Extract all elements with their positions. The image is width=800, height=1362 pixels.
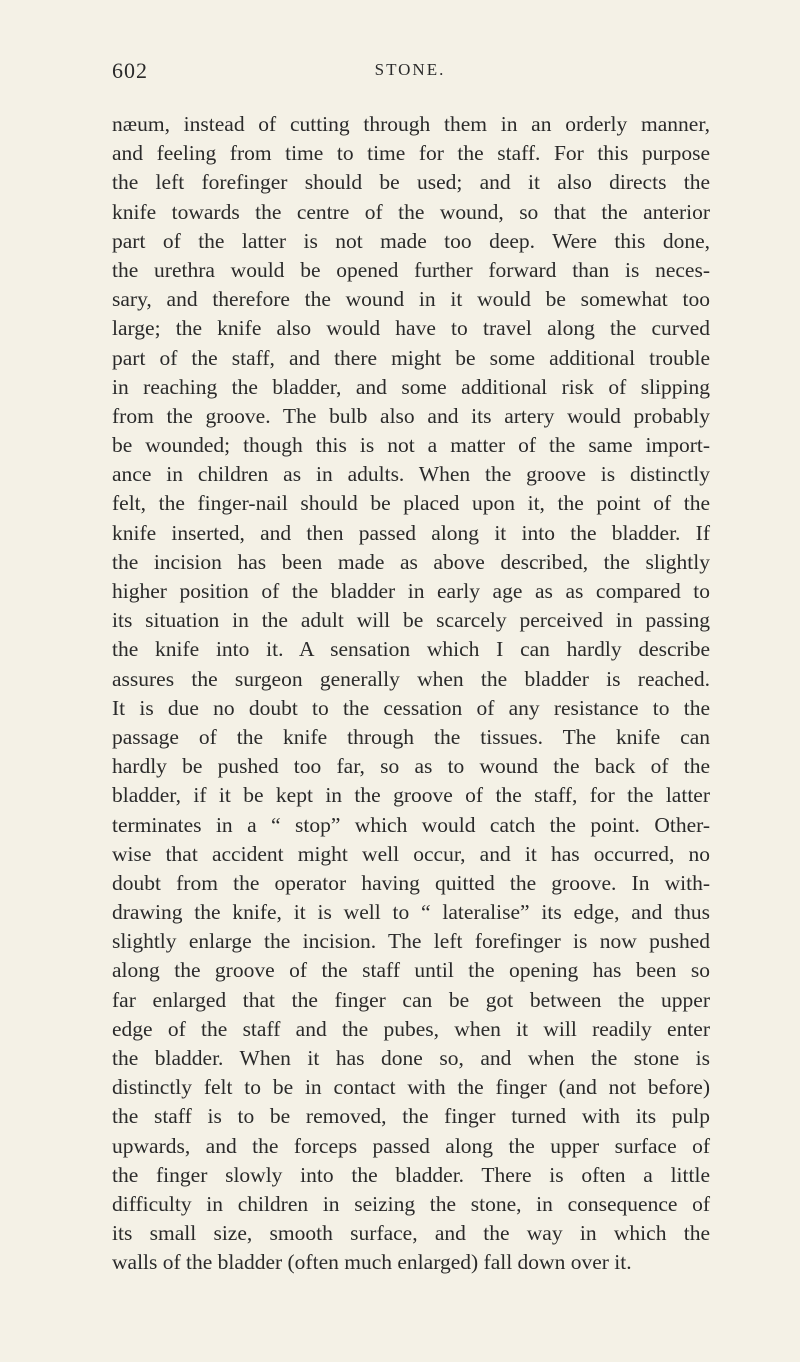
- text-line: passage of the knife through the tissues. The knife can: [112, 724, 710, 749]
- text-line: knife towards the centre of the wound, so that the anterior: [112, 199, 710, 224]
- text-line: far enlarged that the finger can be got between the upper: [112, 987, 710, 1012]
- text-line: from the groove. The bulb also and its artery would probably: [112, 403, 710, 428]
- text-line: part of the staff, and there might be some additional trouble: [112, 345, 710, 370]
- text-line: walls of the bladder (often much enlarged) fall down over it.: [112, 1250, 632, 1275]
- text-line: knife inserted, and then passed along it into the bladder. If: [112, 520, 710, 545]
- text-line: assures the surgeon generally when the bladder is reached.: [112, 666, 710, 691]
- text-line: upwards, and the forceps passed along the upper surface of: [112, 1133, 710, 1158]
- text-line: ance in children as in adults. When the groove is distinctly: [112, 462, 710, 487]
- text-line: and feeling from time to time for the staff. For this purpose: [112, 141, 710, 166]
- page-header: [112, 58, 708, 88]
- text-line: its small size, smooth surface, and the way in which the: [112, 1221, 710, 1246]
- text-line: the urethra would be opened further forward than is neces-: [112, 257, 710, 282]
- text-line: in reaching the bladder, and some additional risk of slipping: [112, 374, 710, 399]
- text-line: drawing the knife, it is well to “ lateralise” its edge, and thus: [112, 900, 710, 925]
- page-number: 602: [112, 58, 148, 83]
- text-line: terminates in a “ stop” which would catch the point. Other-: [112, 812, 710, 837]
- text-line: doubt from the operator having quitted the groove. In with-: [112, 870, 710, 895]
- text-line: wise that accident might well occur, and it has occurred, no: [112, 841, 710, 866]
- text-line: edge of the staff and the pubes, when it will readily enter: [112, 1016, 710, 1041]
- text-line: felt, the finger-nail should be placed upon it, the point of the: [112, 491, 710, 516]
- text-line: distinctly felt to be in contact with the finger (and not before): [112, 1075, 710, 1100]
- text-line: næum, instead of cutting through them in an orderly manner,: [112, 112, 710, 136]
- text-line: the left forefinger should be used; and it also directs the: [112, 170, 710, 195]
- text-line: sary, and therefore the wound in it would be somewhat too: [112, 287, 710, 312]
- text-line: slightly enlarge the incision. The left forefinger is now pushed: [112, 929, 710, 954]
- text-line: bladder, if it be kept in the groove of the staff, for the latter: [112, 783, 710, 808]
- text-line: large; the knife also would have to travel along the curved: [112, 316, 710, 341]
- text-line: higher position of the bladder in early age as as compared to: [112, 579, 710, 603]
- body-text: [112, 110, 710, 1278]
- text-line: hardly be pushed too far, so as to wound the back of the: [112, 754, 710, 779]
- text-line: part of the latter is not made too deep. Were this done,: [112, 228, 710, 253]
- text-line: the bladder. When it has done so, and when the stone is: [112, 1046, 710, 1070]
- text-line: along the groove of the staff until the opening has been so: [112, 958, 710, 983]
- running-head: STONE.: [374, 60, 446, 79]
- text-line: the knife into it. A sensation which I can hardly describe: [112, 637, 710, 662]
- text-line: the finger slowly into the bladder. There is often a little: [112, 1162, 710, 1187]
- text-line: the incision has been made as above described, the slightly: [112, 549, 710, 574]
- text-line: be wounded; though this is not a matter of the same import-: [112, 433, 710, 458]
- text-line: the staff is to be removed, the finger turned with its pulp: [112, 1104, 710, 1129]
- text-line: its situation in the adult will be scarcely perceived in passing: [112, 608, 710, 633]
- text-line: It is due no doubt to the cessation of any resistance to the: [112, 695, 710, 720]
- text-line: difficulty in children in seizing the stone, in consequence of: [112, 1191, 710, 1216]
